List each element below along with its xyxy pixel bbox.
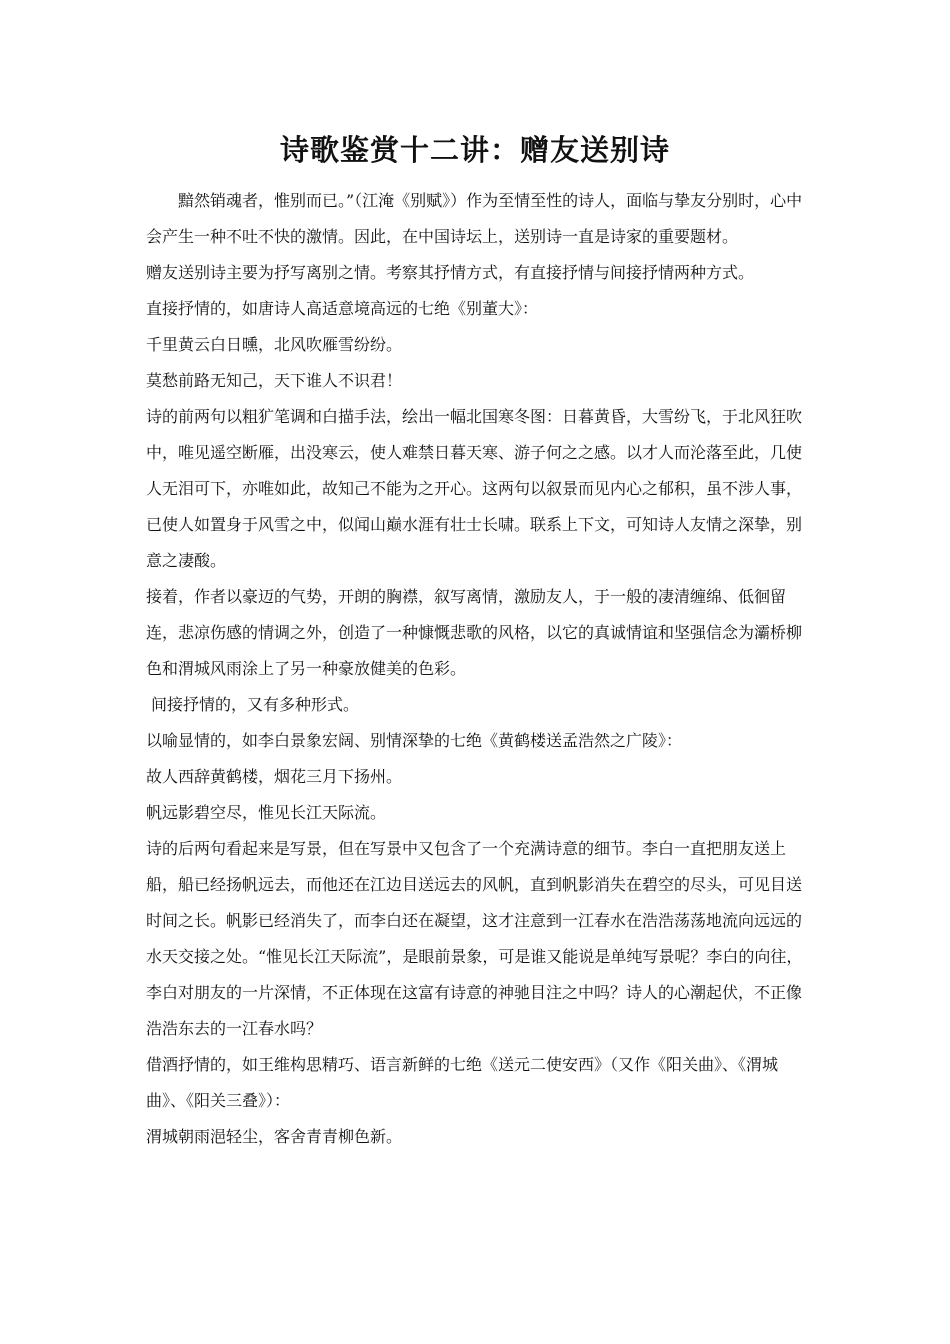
paragraph-analysis: 诗的后两句看起来是写景，但在写景中又包含了一个充满诗意的细节。李白一直把朋友送上船，船已经扬帆远去，而他还在江边目送远去的风帆，直到帆影消失在碧空的尽头，可见目送时间之长。帆影已经消失了，而李白还在凝望，这才注意到一江春水在浩浩荡荡地流向远远的水天交接之处。“惟见长江天际流”，是眼前景象，可是谁又能说是单纯写景呢？李白的向往，李白对朋友的一片深情，不正体现在这富有诗意的神驰目注之中吗？诗人的心潮起伏，不正像浩浩东去的一江春水吗？ — [146, 839, 803, 1038]
poem-line: 渭城朝雨浥轻尘，客舍青青柳色新。 — [146, 1127, 403, 1146]
paragraph-direct-intro: 直接抒情的，如唐诗人高适意境高远的七绝《别董大》： — [146, 299, 539, 318]
paragraph-metaphor-intro: 以喻显情的，如李白景象宏阔、别情深挚的七绝《黄鹤楼送孟浩然之广陵》： — [146, 731, 683, 750]
poem-line: 帆远影碧空尽，惟见长江天际流。 — [146, 803, 387, 822]
paragraph-indirect-intro: 间接抒情的，又有多种形式。 — [151, 695, 360, 714]
paragraph-analysis: 诗的前两句以粗犷笔调和白描手法，绘出一幅北国寒冬图：日暮黄昏，大雪纷飞，于北风狂吹中，唯见遥空断雁，出没寒云，使人难禁日暮天寒、游子何之之感。以才人而沦落至此，几使人无泪可下，亦唯如此，故知己不能为之开心。这两句以叙景而见内心之郁积，虽不涉人事，已使人如置身于风雪之中，似闻山巅水涯有壮士长啸。联系上下文，可知诗人友情之深挚，别意之凄酸。 — [146, 407, 803, 570]
document-body — [146, 183, 806, 1155]
paragraph-wine-intro: 借酒抒情的，如王维构思精巧、语言新鲜的七绝《送元二使安西》（又作《阳关曲》、《渭城曲》、《阳关三叠》）： — [146, 1055, 779, 1110]
poem-line: 故人西辞黄鹤楼，烟花三月下扬州。 — [146, 767, 403, 786]
paragraph-intro: 黯然销魂者，惟别而已。”（江淹《别赋》）作为至情至性的诗人，面临与挚友分别时，心中会产生一种不吐不快的激情。因此，在中国诗坛上，送别诗一直是诗家的重要题材。 — [146, 191, 803, 246]
paragraph-overview: 赠友送别诗主要为抒写离别之情。考察其抒情方式，有直接抒情与间接抒情两种方式。 — [146, 263, 755, 282]
poem-line: 千里黄云白日曛，北风吹雁雪纷纷。 — [146, 335, 403, 354]
poem-line: 莫愁前路无知己，天下谁人不识君！ — [146, 371, 403, 390]
document-title: 诗歌鉴赏十二讲：赠友送别诗 — [279, 133, 670, 167]
paragraph-analysis: 接着，作者以豪迈的气势，开朗的胸襟，叙写离情，激励友人，于一般的凄清缠绵、低徊留连，悲凉伤感的情调之外，创造了一种慷慨悲歌的风格，以它的真诚情谊和坚强信念为灞桥柳色和渭城风雨涂上了另一种豪放健美的色彩。 — [146, 587, 803, 678]
